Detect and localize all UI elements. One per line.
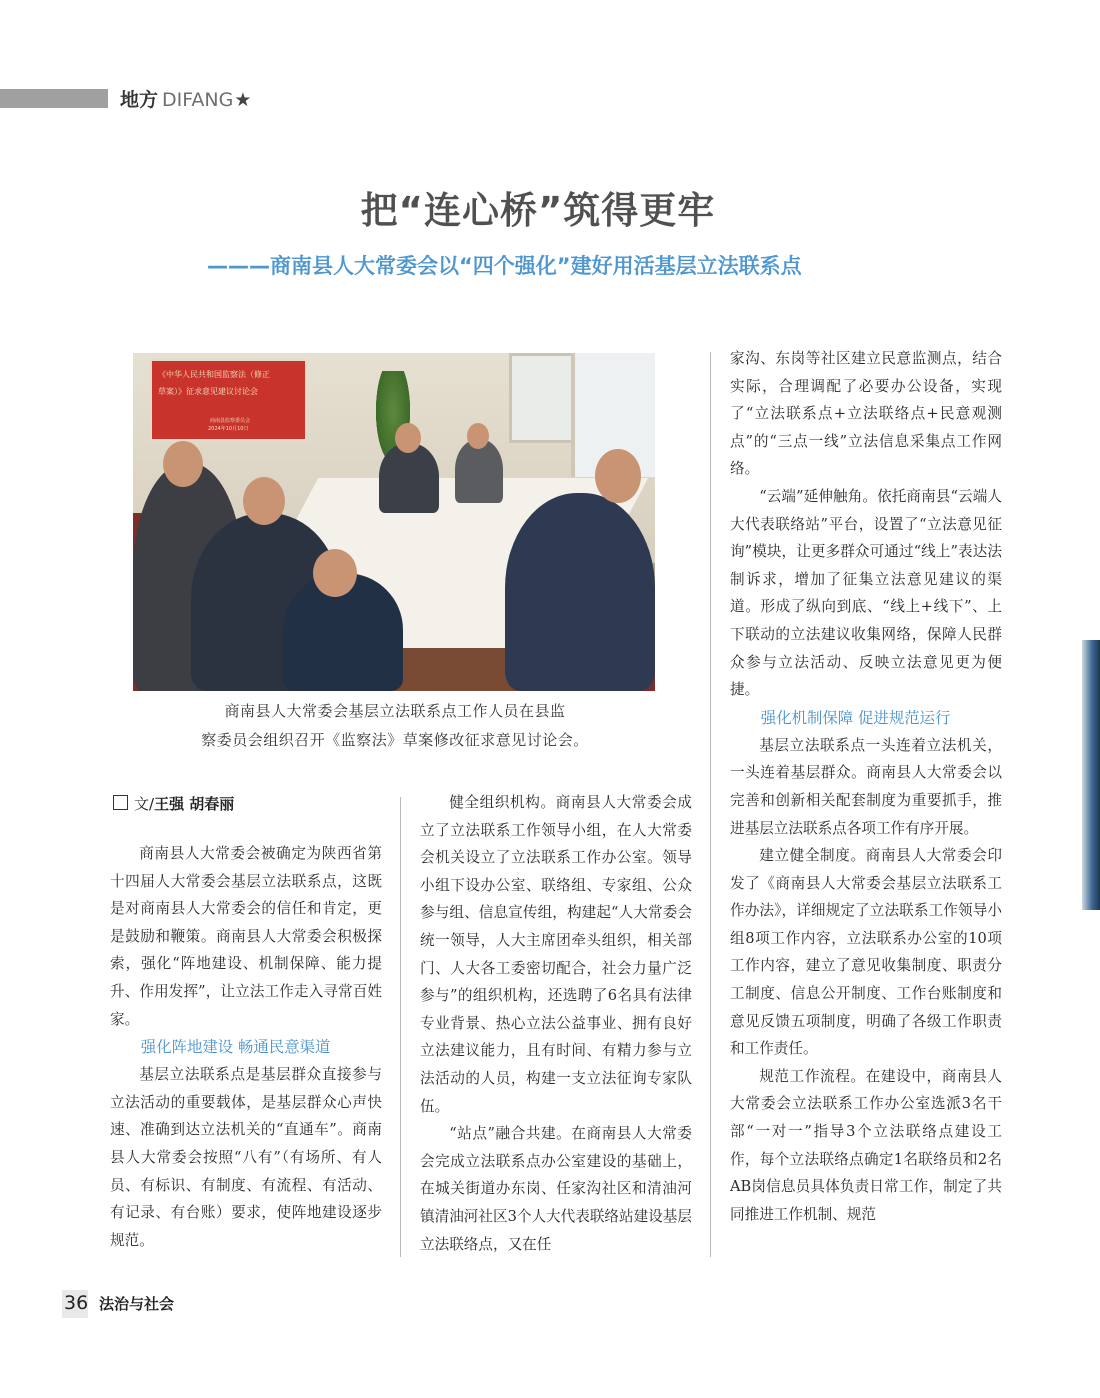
section-label xyxy=(120,85,251,112)
banner-org: 商南县监察委员会 xyxy=(210,418,251,424)
square-icon xyxy=(113,795,128,810)
magazine-name: 法治与社会 xyxy=(99,1295,175,1313)
byline xyxy=(113,793,234,814)
paragraph: 规范工作流程。在建设中，商南县人大常委会立法联系工作办公室选派3名干部“一对一”指导3个立法联络点建设工作，每个立法联络点确定1名联络员和2名AB岗信息员具体负责日常工作，制定了共同推进工作机制、规范 xyxy=(730,1067,1002,1223)
column-1 xyxy=(110,840,382,1254)
paragraph: 健全组织机构。商南县人大常委会成立了立法联系工作领导小组，在人大常委会机关设立了立法联系工作办公室。领导小组下设办公室、联络组、专家组、公众参与组、信息宣传组，构建起“人大常委会统一领导，人大主席团牵头组织，相关部门、人大各工委密切配合，社会力量广泛参与”的组织机构，还选聘了6名具有法律专业背景、热心立法公益事业、拥有良好立法建议能力，且有时间、有精力参与立法活动的人员，构建一支立法征询专家队伍。 xyxy=(420,794,692,1115)
photo-head xyxy=(313,549,357,597)
paragraph: “云端”延伸触角。依托商南县“云端人大代表联络站”平台，设置了“立法意见征询”模块，让更多群众可通过“线上”表达法制诉求，增加了征集立法意见建议的渠道。形成了纵向到底、“线上+线下”、上下联动的立法建议收集网络，保障人民群众参与立法活动、反映立法意见更为便捷。 xyxy=(730,487,1002,699)
column-divider xyxy=(400,797,401,1257)
photo-caption-line-2: 察委员会组织召开《监察法》草案修改征求意见讨论会。 xyxy=(201,731,589,749)
page-number: 36 xyxy=(64,1292,89,1314)
byline-authors: 王强 胡春丽 xyxy=(154,795,235,813)
column-divider xyxy=(710,352,711,1257)
article-title: 把“连心桥”筑得更牢 xyxy=(360,189,716,232)
section-heading: 强化机制保障 促进规范运行 xyxy=(760,708,951,727)
paragraph: 商南县人大常委会被确定为陕西省第十四届人大常委会基层立法联系点，这既是对商南县人大常委会的信任和肯定，更是鼓励和鞭策。商南县人大常委会积极探索，强化“阵地建设、机制保障、能力提升、作用发挥”，让立法工作走入寻常百姓家。 xyxy=(110,845,382,1028)
section-name-en: DIFANG xyxy=(162,89,234,111)
section-bar xyxy=(0,89,108,108)
photo-head xyxy=(395,423,421,453)
facing-page-image-edge xyxy=(1082,640,1100,910)
page-number-box xyxy=(62,1290,88,1318)
banner-date: 2024年10月10日 xyxy=(208,426,249,432)
paragraph: “站点”融合共建。在商南县人大常委会完成立法联系点办公室建设的基础上，在城关街道办东岗、任家沟社区和清油河镇清油河社区3个人大代表联络站建设基层立法联络点，又在任 xyxy=(420,1125,692,1253)
photo-window xyxy=(509,353,575,443)
column-3 xyxy=(730,345,1002,1228)
meeting-photo xyxy=(133,353,655,691)
star-icon: ★ xyxy=(234,89,252,111)
banner-line-2: 草案）》征求意见建议讨论会 xyxy=(158,387,258,396)
section-name-cn: 地方 xyxy=(120,89,159,111)
photo-banner xyxy=(150,359,307,441)
photo-caption-line-1: 商南县人大常委会基层立法联系点工作人员在县监 xyxy=(224,702,566,720)
photo-head xyxy=(163,441,203,487)
photo-head xyxy=(595,449,641,503)
article-subtitle: ———商南县人大常委会以“四个强化”建好用活基层立法联系点 xyxy=(207,254,802,278)
photo-person xyxy=(379,443,439,513)
paragraph: 建立健全制度。商南县人大常委会印发了《商南县人大常委会基层立法联系工作办法》，详细规定了立法联系工作领导小组8项工作内容，立法联系办公室的10项工作内容，建立了意见收集制度、职责分工制度、信息公开制度、工作台账制度和意见反馈五项制度，明确了各级工作职责和工作责任。 xyxy=(730,847,1002,1058)
photo-head xyxy=(243,477,285,525)
paragraph: 基层立法联系点是基层群众直接参与立法活动的重要载体，是基层群众心声快速、准确到达立法机关的“直通车”。商南县人大常委会按照“八有”（有场所、有人员、有标识、有制度、有流程、有活动、有记录、有台账）要求，使阵地建设逐步规范。 xyxy=(110,1066,382,1249)
section-heading: 强化阵地建设 畅通民意渠道 xyxy=(140,1038,331,1057)
byline-prefix: 文/ xyxy=(134,795,155,813)
paragraph: 基层立法联系点一头连着立法机关，一头连着基层群众。商南县人大常委会以完善和创新相关配套制度为重要抓手，推进基层立法联系点各项工作有序开展。 xyxy=(730,736,1002,837)
column-2 xyxy=(420,789,692,1258)
photo-head xyxy=(467,423,489,449)
banner-line-1: 《中华人民共和国监察法（修正 xyxy=(158,370,270,379)
paragraph: 家沟、东岗等社区建立民意监测点，结合实际，合理调配了必要办公设备，实现了“立法联系点+立法联络点+民意观测点”的“三点一线”立法信息采集点工作网络。 xyxy=(730,350,1002,478)
photo-person xyxy=(505,493,655,691)
